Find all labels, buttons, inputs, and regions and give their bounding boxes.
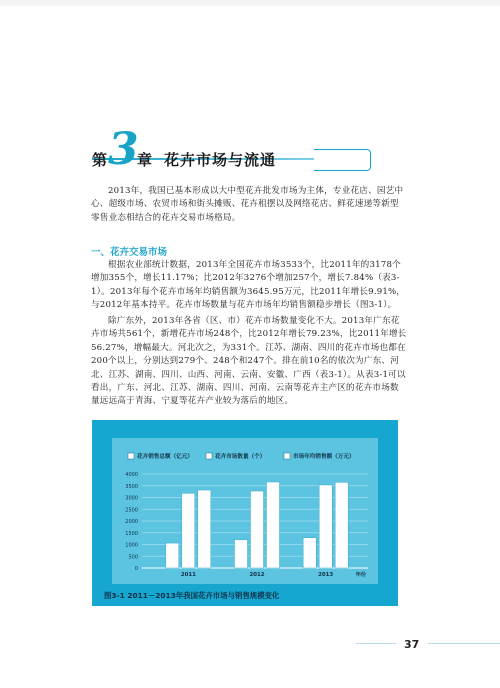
y-tick-label: 2000 [125, 519, 138, 525]
y-tick-label: 1000 [125, 542, 138, 549]
intro-paragraph: 2013年，我国已基本形成以大中型花卉批发市场为主体，专业花店、园艺中心、超级市场、农贸市场和街头摊贩、花卉租摆以及网络花店、鲜花速递等新型零售业态相结合的花卉交易市场格局。 [91, 186, 404, 223]
legend-swatch [128, 453, 134, 459]
y-tick-label: 3000 [125, 495, 138, 502]
legend-label: 市场年均销售额（万元） [293, 454, 355, 460]
x-axis-unit: 年份 [355, 572, 366, 578]
legend-label: 花卉市场数量（个） [215, 454, 266, 460]
chapter-heading [92, 124, 422, 182]
bar [182, 493, 195, 568]
top-band [0, 0, 500, 6]
figure-3-1 [92, 420, 398, 606]
y-tick-label: 0 [134, 566, 138, 572]
y-tick-label: 1500 [125, 530, 138, 537]
y-tick-label: 4000 [125, 472, 138, 478]
chapter-rule-end [314, 149, 371, 171]
y-tick-label: 500 [128, 554, 138, 561]
bar [251, 491, 264, 568]
figure-caption: 图3-1 2011－2013年我国花卉市场与销售规模变化 [104, 591, 280, 600]
bar [235, 540, 248, 568]
bar [303, 538, 316, 568]
page-number: 37 [404, 638, 420, 651]
bar [319, 485, 332, 568]
bar [198, 490, 211, 568]
body-paragraph-2: 除广东外，2013年各省（区、市）花卉市场数量变化不大。2013年广东花卉市场共561个，新增花卉市场248个，比2012年增长79.23%，比2011年增长56.27%，增幅最大。河北次之，为331个。江苏、湖南、四川的花卉市场也都在200个以上，分别达到279个、248个和247个。排在前10名的依次为广东、河北、江苏、湖南、四川、山西、河南、云南、安徽、广西（表3-1）。从表3-1可以看出，广东、河北、江苏、湖南、四川、河南、云南等花卉主产区的花卉市场数量远远高于青海、宁夏等花卉产业较为落后的地区。 [91, 316, 407, 407]
footer-rule-right [428, 643, 500, 644]
bar [267, 482, 280, 568]
chapter-prefix: 第 [92, 151, 108, 169]
bar [166, 543, 179, 568]
bar-chart [92, 420, 398, 606]
chapter-title: 花卉市场与流通 [164, 151, 277, 169]
footer-rule-left [356, 643, 396, 644]
legend-swatch [284, 453, 290, 459]
x-tick-label: 2013 [318, 572, 334, 578]
chapter-suffix: 章 [137, 151, 153, 169]
legend-swatch [206, 453, 212, 459]
section-title: 一、花卉交易市场 [91, 247, 168, 258]
bar [335, 482, 348, 568]
y-tick-label: 3500 [125, 483, 138, 490]
chapter-number: 3 [108, 124, 139, 175]
y-tick-label: 2500 [125, 507, 138, 514]
x-tick-label: 2011 [180, 572, 196, 578]
body-paragraph-1: 根据农业部统计数据，2013年全国花卉市场3533个，比2011年的3178个增加355个，增长11.17%；比2012年3276个增加257个，增长7.84%（表3-1）。2013年每个花卉市场年均销售额为3645.95万元，比2011年增长9.91%，与2012年基本持平。花卉市场数量与花卉市场年均销售额稳步增长（图3-1）。 [91, 260, 406, 311]
x-tick-label: 2012 [249, 572, 265, 578]
legend-label: 花卉销售总额（亿元） [137, 454, 193, 460]
